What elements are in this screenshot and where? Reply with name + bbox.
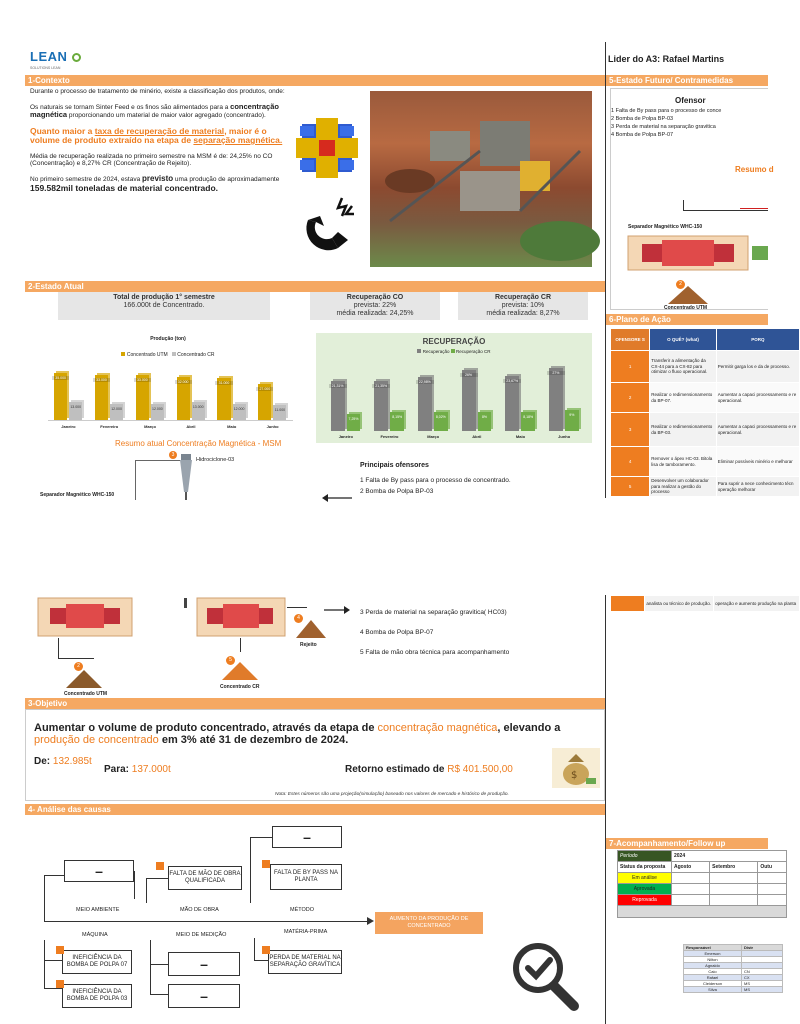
svg-text:$: $	[571, 770, 578, 781]
offender-item-1: 1 Falta de By pass para o processo de concentrado.	[360, 477, 511, 484]
retorno-value: Retorno estimado de R$ 401.500,00	[345, 764, 513, 775]
resp-code: MS	[742, 987, 783, 993]
tag-4-circle: 4	[294, 614, 303, 623]
plano-acao-table-wrap	[610, 328, 797, 498]
fishbone-bone	[134, 871, 135, 899]
category-materia-prima: MATÉRIA-PRIMA	[284, 929, 328, 935]
pipe-icon	[184, 598, 187, 608]
resp-name: Agnaldo	[684, 963, 742, 969]
effect-box: AUMENTO DA PRODUÇÃO DE CONCENTRADO	[375, 912, 483, 934]
data-label: 12.000	[233, 406, 245, 411]
logo-sub: SOLUTIONS LEAN	[30, 66, 61, 70]
fishbone-spine	[44, 921, 369, 922]
data-label: 13.000	[192, 405, 204, 410]
offenders-block	[360, 462, 600, 495]
arrow-left-icon	[322, 490, 352, 500]
x-tick-label: Junho	[558, 434, 571, 439]
periodo-label: Período	[618, 851, 672, 862]
section-objetivo-title: 3-Objetivo	[25, 698, 605, 709]
offender-item-4: 4 Bomba de Polpa BP-07	[360, 629, 434, 636]
x-tick-label: Junho	[266, 424, 279, 429]
cause-box-perda-material: PERDA DE MATERIAL NA SEPARAÇÃO GRAVÍTICA	[268, 950, 342, 974]
cause-tag	[262, 946, 270, 954]
tag-2-circle: 2	[74, 662, 83, 671]
offenders-continued	[360, 609, 600, 656]
x-tick-label: Maio	[227, 424, 237, 429]
recuperacao-chart-title: RECUPERAÇÃO	[422, 337, 486, 346]
fishbone-bone	[146, 878, 147, 903]
section-follow-up-title: 7-Acompanhamento/Follow up	[606, 838, 768, 849]
follow-footer-row	[618, 906, 787, 918]
fishbone-bone	[150, 940, 151, 994]
contexto-text	[30, 88, 285, 194]
recuperacao-co-box	[310, 292, 440, 320]
pile-icon	[296, 620, 326, 638]
plan-row-what: Realizar o redimensionamento da BP-03.	[650, 413, 717, 447]
col-setembro: Setembro	[710, 862, 758, 873]
status-cell	[672, 884, 710, 895]
data-label: 21,35%	[372, 384, 390, 388]
total-producao-box	[58, 292, 270, 320]
flow-line	[683, 210, 768, 211]
status-cell	[758, 884, 787, 895]
flow-line	[58, 638, 59, 658]
legend-recuperacao: Recuperação	[422, 349, 450, 354]
resumo-futuro-title: Resumo d	[735, 165, 774, 174]
flow-line	[287, 607, 307, 608]
fishbone-bone	[44, 875, 45, 921]
flow-line	[135, 460, 136, 500]
ofensor-list	[611, 107, 768, 139]
status-aprovada: Aprovada	[618, 884, 672, 895]
producao-chart	[38, 336, 298, 436]
separador-label: Separador Magnético WHC-150	[40, 492, 115, 498]
offender-item-2: 2 Bomba de Polpa BP-03	[360, 488, 434, 495]
tag-3-circle: 3	[169, 451, 177, 459]
ofensor-item-2: 2 Bomba de Polpa BP-03	[611, 116, 674, 122]
x-tick-label: Janeiro	[61, 424, 76, 429]
total-producao-title: Total de produção 1° semestre	[113, 294, 215, 301]
flow-line	[58, 658, 94, 659]
data-label: 12.000	[111, 406, 122, 411]
recuperacao-cr-realizada: média realizada: 8,27%	[486, 310, 560, 317]
separator-machine-icon	[622, 232, 768, 274]
plan-col-ofensores: OFENSORE S	[611, 329, 650, 351]
ofensor-item-1: 1 Falta de By pass para o processo de conce	[611, 108, 722, 114]
follow-up-table-wrap	[617, 850, 773, 918]
plan-continued-row	[610, 595, 797, 611]
fishbone-bone	[250, 837, 272, 838]
leader-title: Lider do A3: Rafael Martins	[608, 54, 725, 64]
plan-col-what: O QUÊ? (what)	[650, 329, 717, 351]
fishbone-bone	[44, 875, 64, 876]
data-label: 33.000	[134, 378, 151, 382]
section-estado-futuro-title: 5-Estado Futuro/ Contramedidas	[606, 75, 768, 86]
col-status: Status da proposta	[618, 862, 672, 873]
recuperacao-chart	[316, 333, 592, 443]
periodo-value: 2024	[672, 851, 787, 862]
producao-chart-title: Produção (ton)	[150, 336, 186, 342]
data-label: 13.000	[70, 405, 82, 410]
responsaveis-table-wrap	[683, 944, 768, 993]
category-metodo: MÉTODO	[290, 907, 315, 913]
chart-bar	[549, 368, 563, 431]
recuperacao-co-prevista: prevista: 22%	[353, 302, 397, 309]
status-cell	[672, 895, 710, 906]
concentrado-utm-label: Concentrado UTM	[64, 691, 108, 697]
fishbone-bone	[44, 960, 62, 961]
category-meio-medicao: MEIO DE MEDIÇÃO	[176, 932, 227, 938]
resp-col-code: Distr	[742, 945, 783, 951]
contexto-p3: Quanto maior a taxa de recuperação de material, maior é o volume de produto extraído na etapa de separação magnética.	[30, 125, 283, 145]
fishbone-bone	[250, 837, 251, 903]
status-cell	[758, 895, 787, 906]
recuperacao-plot	[324, 361, 586, 431]
fishbone-bone	[44, 988, 62, 989]
status-cell	[710, 873, 758, 884]
responsaveis-table	[683, 944, 783, 993]
plan-row-what: analista ou técnico de produção.	[645, 596, 714, 612]
chart-bar	[505, 376, 519, 431]
plan-row-num	[611, 596, 645, 612]
resp-name: Nilton	[684, 957, 742, 963]
lean-logo	[30, 48, 81, 70]
status-reprovada: Reprovada	[618, 895, 672, 906]
plan-row-num: 2	[611, 383, 650, 413]
fishbone-bone	[44, 940, 45, 988]
data-label: 8,15%	[392, 414, 403, 419]
category-meio-ambiente: MEIO AMBIENTE	[76, 907, 120, 913]
plan-row-what: Realizar o redimensionamento da BP-07.	[650, 383, 717, 413]
magnet-icon	[298, 190, 362, 254]
section-estado-atual-title: 2-Estado Atual	[25, 281, 605, 292]
col-outubro: Outu	[758, 862, 787, 873]
plan-row-why: Aumentar a capaci processamento e re operacional.	[716, 383, 799, 413]
pile-icon	[66, 670, 102, 688]
concentrado-futuro-label: Concentrado UTM	[664, 305, 708, 311]
section-analise-causas-title: 4- Análise das causas	[25, 804, 605, 815]
recuperacao-x-labels	[324, 434, 586, 441]
col-agosto: Agosto	[672, 862, 710, 873]
status-cell	[710, 884, 758, 895]
plan-row-num: 1	[611, 351, 650, 383]
category-maquina: MÁQUINA	[82, 932, 108, 938]
category-mao-de-obra: MÃO DE OBRA	[180, 907, 219, 913]
pile-icon	[668, 286, 708, 304]
chart-bar	[331, 381, 345, 431]
offenders-title: Principais ofensores	[360, 462, 429, 469]
x-tick-label: Março	[427, 434, 440, 439]
data-label: 9%	[569, 413, 575, 417]
arrow-right-icon	[324, 602, 350, 612]
data-label: 27%	[547, 371, 565, 375]
data-label: 31.000	[215, 381, 232, 385]
data-label: 8,18%	[523, 414, 534, 419]
status-em-analise: Em análise	[618, 873, 672, 884]
producao-plot	[48, 366, 293, 421]
offender-item-3: 3 Perda de material na separação gravitica( HC03)	[360, 609, 507, 616]
cause-box-empty: –	[272, 826, 342, 848]
plan-row-why: Eliminar possíveis minério e melhorar	[716, 447, 799, 477]
logo-text: LEAN	[30, 49, 68, 64]
fishbone-bone	[254, 938, 255, 960]
cause-tag	[262, 860, 270, 868]
plano-acao-table	[610, 328, 800, 497]
section-contexto-title: 1-Contexto	[25, 75, 605, 86]
objetivo-text: Aumentar o volume de produto concentrado, através da etapa de concentração magnética, elevando a produção de concentrado em 3% até 31 de dezembro de 2024.	[34, 722, 561, 746]
separator-machine-icon	[36, 598, 136, 638]
recuperacao-cr-title: Recuperação CR	[494, 294, 552, 301]
plano-acao-table-cont	[610, 595, 800, 612]
x-tick-label: Abril	[472, 434, 482, 439]
fishbone-bone	[150, 994, 168, 995]
status-cell	[758, 873, 787, 884]
data-label: 27.000	[256, 387, 273, 391]
divider	[605, 42, 606, 498]
resp-code: MS	[742, 981, 783, 987]
logo-icon	[72, 53, 81, 62]
tag-2-circle: 2	[676, 280, 685, 289]
offender-item-5: 5 Falta de mão obra técnica para acompanhamento	[360, 649, 510, 656]
cause-box-bomba-03: INEFICIÊNCIA DA BOMBA DE POLPA 03	[62, 984, 132, 1008]
fishbone-bone	[146, 878, 168, 879]
separador-futuro-label: Separador Magnético WHC-150	[628, 224, 703, 230]
resp-col-name: Responsável	[684, 945, 742, 951]
producao-x-labels	[48, 424, 293, 432]
cause-box-empty: –	[168, 952, 240, 976]
fishbone-bone	[150, 964, 168, 965]
data-label: 8%	[481, 415, 488, 420]
resp-name: Silva	[684, 987, 742, 993]
magnifier-check-icon	[510, 940, 580, 1012]
contexto-p2: Os naturais se tornam Sinter Feed e os finos são alimentados para a concentração magnética proporcionando um material de maior valor agregado (concentrado).	[30, 101, 279, 119]
resp-code: CX	[742, 975, 783, 981]
status-cell	[710, 895, 758, 906]
resp-name: Caio	[684, 969, 742, 975]
money-bag-icon	[552, 748, 600, 788]
x-tick-label: Janeiro	[338, 434, 353, 439]
data-label: 22,98%	[416, 380, 434, 384]
chart-bar	[462, 370, 476, 431]
section-plano-acao-title: 6-Plano de Ação	[606, 314, 768, 325]
x-tick-label: Maio	[515, 434, 526, 439]
hidrociclone-icon	[178, 452, 194, 500]
total-producao-value: 166.000t de Concentrado.	[123, 302, 205, 309]
data-label: 21,31%	[329, 384, 347, 388]
recuperacao-co-title: Recuperação CO	[346, 294, 404, 301]
plan-row-what: Desenvolver um colaborador para realizar a gestão do processo	[650, 477, 717, 497]
data-label: 23,67%	[503, 379, 521, 383]
ofensor-title: Ofensor	[675, 96, 706, 105]
status-cell	[672, 873, 710, 884]
follow-up-table	[617, 850, 787, 918]
data-label: 32.000	[175, 380, 192, 384]
resp-name: Rafael	[684, 975, 742, 981]
separator-machine-icon	[195, 598, 287, 638]
flow-line	[683, 200, 684, 210]
contexto-p1: Durante o processo de tratamento de minério, existe a classificação dos produtos, onde:	[30, 88, 285, 95]
flow-line-red	[740, 208, 768, 209]
resp-code: CN	[742, 969, 783, 975]
contexto-p5: No primeiro semestre de 2024, estava previsto uma produção de aproximadamente 159.582mil toneladas de material concentrado.	[30, 173, 280, 193]
plan-row-what: Remover o ápex HC-03. Bitola lisa de tamboramento.	[650, 447, 717, 477]
recuperacao-chart-legend	[316, 349, 592, 354]
data-label: 12.000	[152, 406, 163, 411]
objetivo-note: Nota: Estes números são uma projeção(simulação) baseado nos valores de mercado e histórico de produção.	[275, 792, 509, 797]
chart-bar	[54, 373, 67, 420]
x-tick-label: Abril	[186, 424, 196, 429]
contexto-p4: Média de recuperação realizada no primeiro semestre na MSM é de: 24,25% no CO (Concentração) e 8,27% CR (Concentração de Rejeito).	[30, 152, 273, 167]
legend-concentrado-cr: Concentrado CR	[177, 352, 215, 358]
plan-row-why: operação e aumento produção na planta	[714, 596, 800, 612]
cause-tag	[56, 946, 64, 954]
x-tick-label: Fevereiro	[100, 424, 119, 429]
recuperacao-cr-box	[458, 292, 588, 320]
data-label: 26%	[460, 373, 478, 377]
divider	[605, 595, 606, 1024]
plan-row-why: Permitir garga los e da de processo.	[716, 351, 799, 383]
x-tick-label: Fevereiro	[380, 434, 399, 439]
cause-box-mao-de-obra: FALTA DE MÃO DE OBRA QUALIFICADA	[168, 866, 242, 890]
plan-row-num: 4	[611, 447, 650, 477]
plan-row-why: Para suprir a nece conhecimento técn operação melhorar	[716, 477, 799, 497]
data-label: 11.000	[274, 408, 286, 413]
data-label: 7,25%	[348, 417, 359, 422]
data-label: 33.000	[93, 378, 110, 382]
rejeito-label: Rejeito	[300, 642, 317, 648]
recuperacao-co-realizada: média realizada: 24,25%	[336, 310, 414, 317]
legend-recuperacao-cr: Recuperação CR	[456, 349, 491, 354]
cause-box-empty: –	[168, 984, 240, 1008]
cause-tag	[56, 980, 64, 988]
concentrado-cr-label: Concentrado CR	[220, 684, 260, 690]
flow-line	[240, 638, 241, 652]
data-label: 8,02%	[435, 415, 446, 420]
data-label: 35.000	[52, 376, 69, 380]
pile-icon	[222, 662, 258, 680]
plan-row-why: Aumentar a capaci processamento e re operacional.	[716, 413, 799, 447]
resumo-atual-title: Resumo atual Concentração Magnética - MSM	[115, 439, 282, 448]
fishbone-bone	[254, 960, 268, 961]
cause-tag	[156, 862, 164, 870]
cause-box-empty: –	[64, 860, 134, 882]
ofensor-item-3: 3 Perda de material na separação gravitica	[611, 124, 716, 130]
plant-photo	[370, 91, 592, 267]
fishbone-arrowhead	[367, 917, 374, 925]
plan-col-why: PORQ	[716, 329, 799, 351]
rubik-cube-icon	[292, 112, 362, 182]
hidrociclone-label: Hidrociclone-03	[196, 457, 235, 463]
chart-bar	[418, 377, 432, 431]
recuperacao-cr-prevista: prevista: 10%	[501, 302, 545, 309]
resp-name: Cleiderson	[684, 981, 742, 987]
de-value: De: 132.985t	[34, 756, 92, 767]
para-value: Para: 137.000t	[104, 764, 171, 775]
plan-row-what: Transferir a alimentação da CX-44 para a CX-82 para otimizar o fluxo operacional.	[650, 351, 717, 383]
x-tick-label: Março	[144, 424, 156, 429]
ofensor-item-4: 4 Bomba de Polpa BP-07	[611, 132, 674, 138]
tag-5-circle: 5	[226, 656, 235, 665]
resp-name: Emerson	[684, 951, 742, 957]
producao-chart-legend	[38, 352, 298, 358]
chart-bar	[374, 381, 388, 431]
cause-box-bomba-07: INEFICIÊNCIA DA BOMBA DE POLPA 07	[62, 950, 132, 974]
flow-line	[135, 460, 180, 461]
legend-concentrado-utm: Concentrado UTM	[126, 352, 168, 358]
plan-row-num: 3	[611, 413, 650, 447]
cause-box-bypass: FALTA DE BY PASS NA PLANTA	[270, 864, 342, 890]
plan-row-num: 5	[611, 477, 650, 497]
